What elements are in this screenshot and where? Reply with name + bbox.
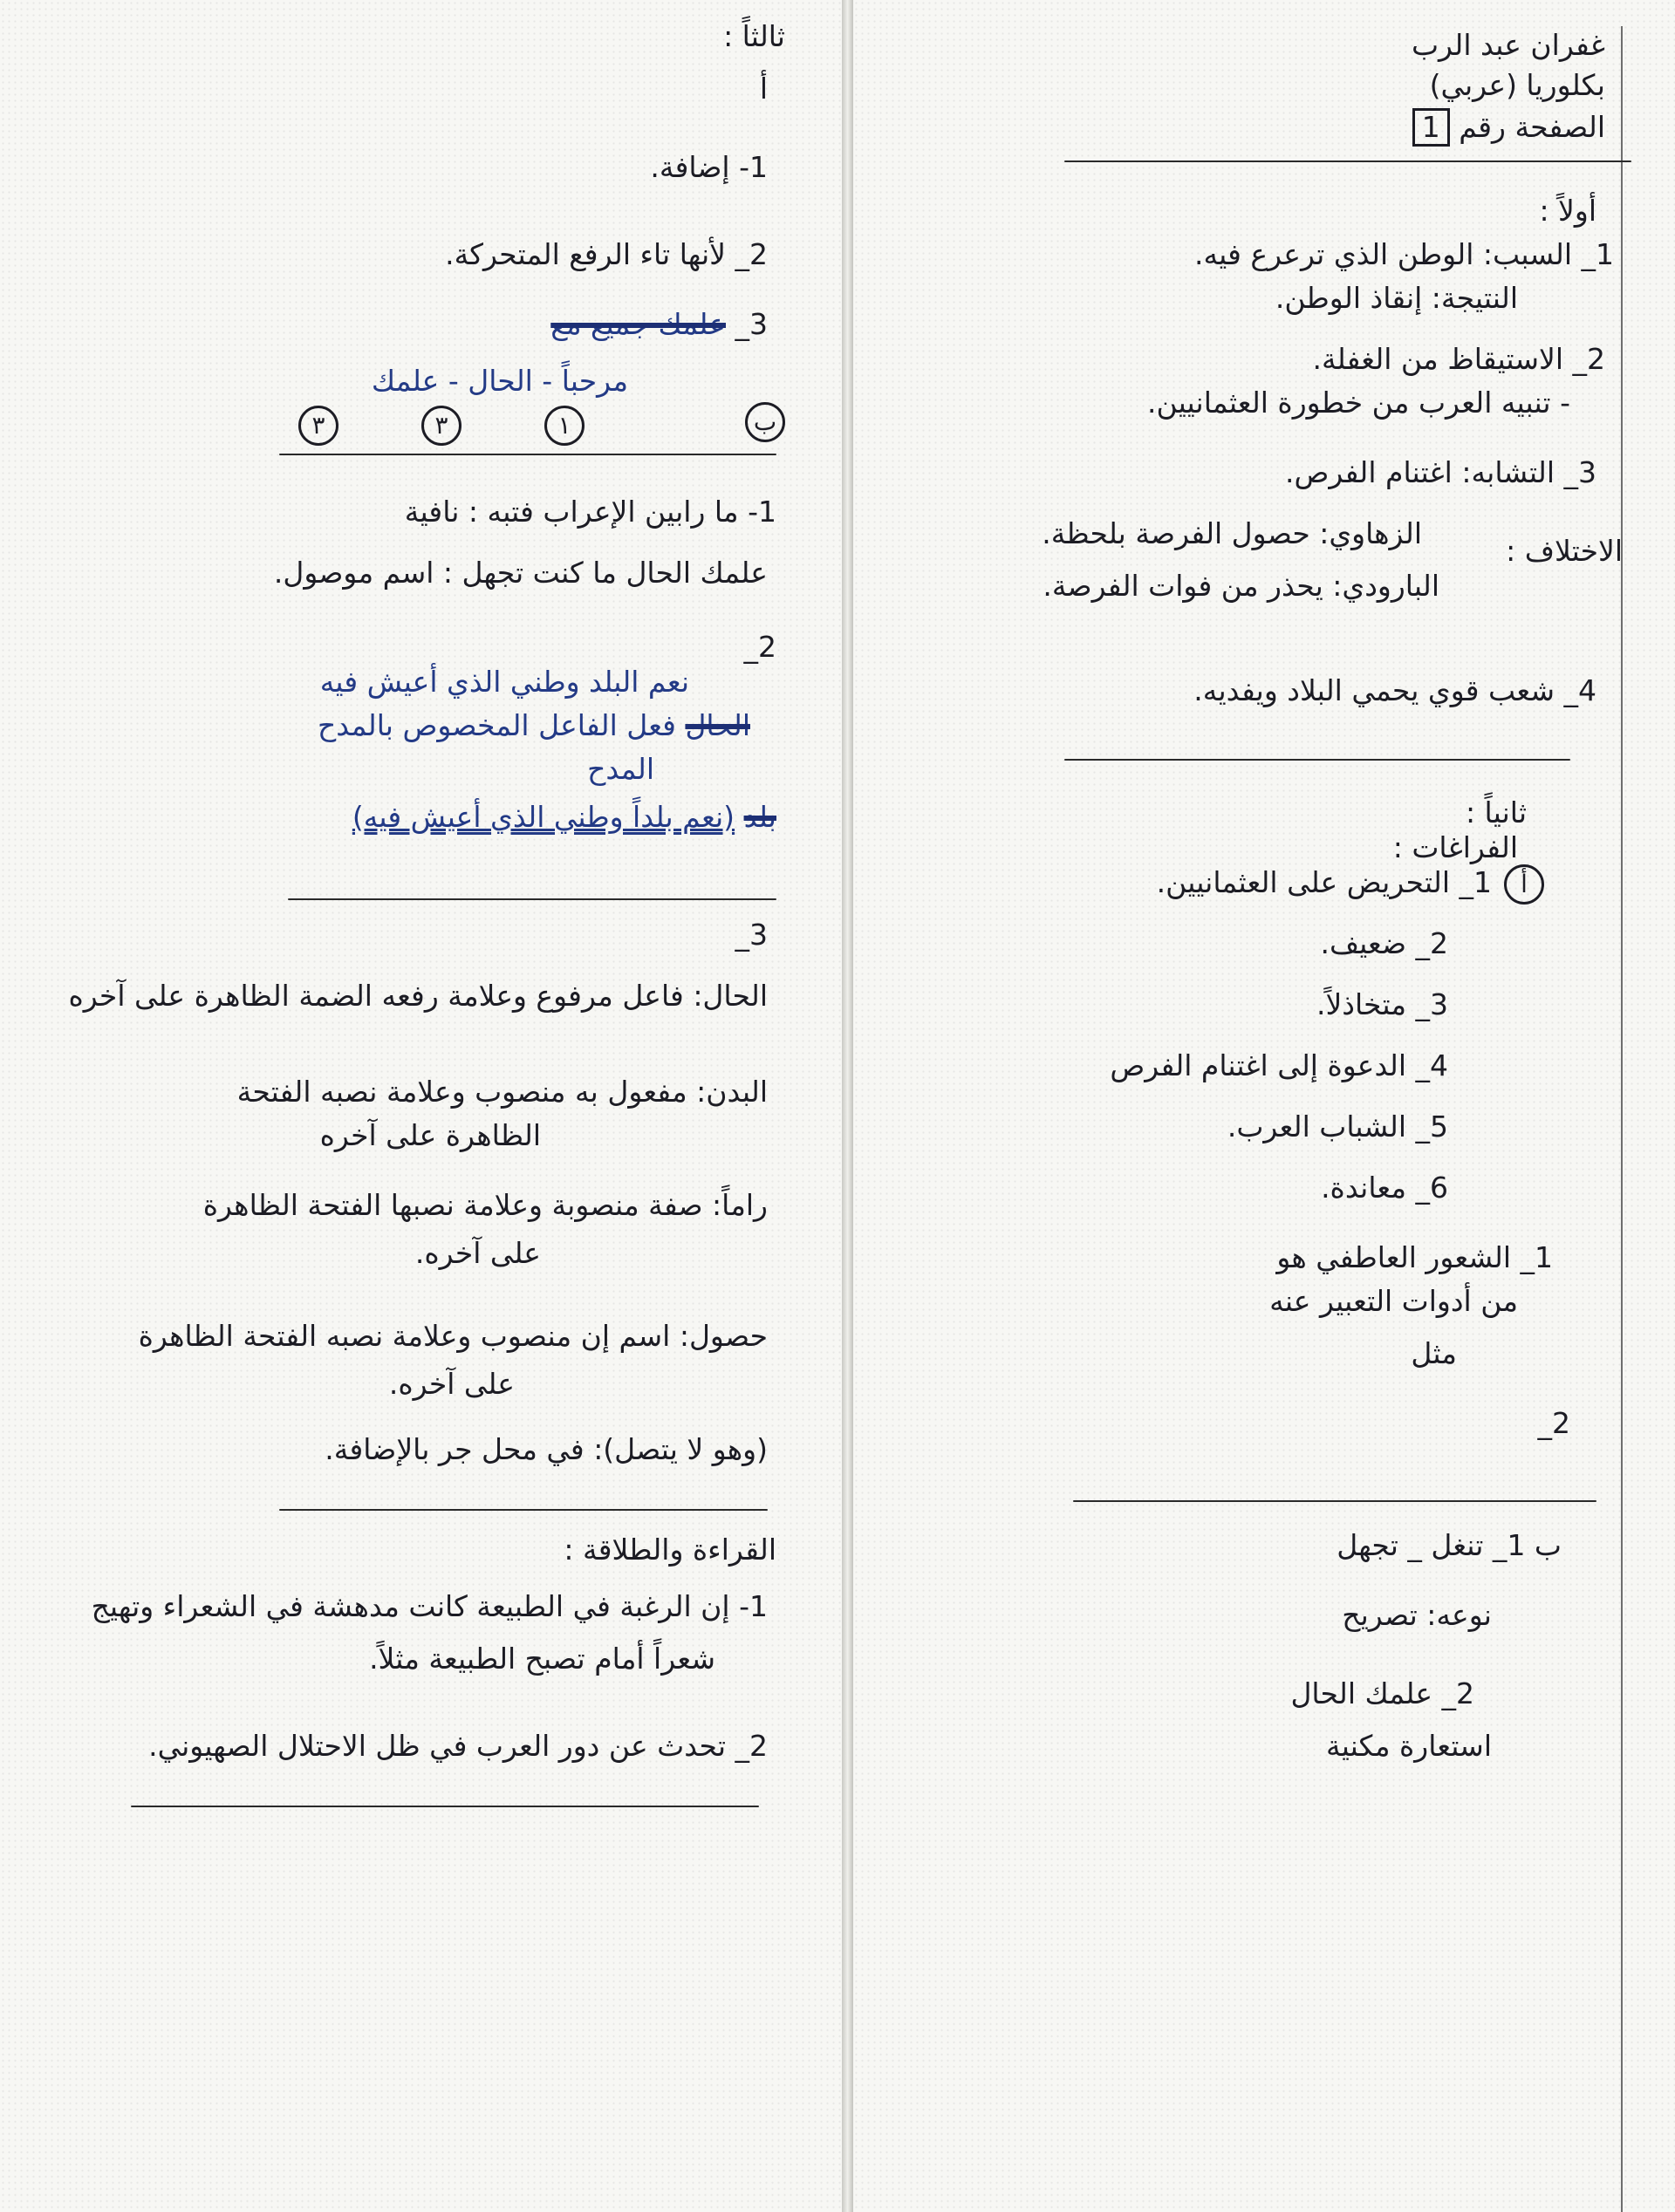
parse-line: الظاهرة على آخره: [319, 1118, 541, 1152]
fill-in-line: 1_ التحريض على العثمانيين.: [1156, 865, 1492, 899]
student-name: غفران عبد الرب: [1411, 28, 1605, 62]
fill-in-line: 4_ الدعوة إلى اغتنام الفرص: [1110, 1048, 1448, 1082]
section2-b-line: 1_ الشعور العاطفي هو: [1276, 1240, 1553, 1274]
b-line: علمك الحال ما كنت تجهل : اسم موصول.: [273, 556, 768, 590]
section3-line: 2_ علمك الحال: [1290, 1676, 1474, 1710]
section1-line: - تنبيه العرب من خطورة العثمانيين.: [1146, 386, 1570, 420]
fill-in-heading: الفراغات :: [1392, 830, 1518, 864]
section1-line: الاختلاف :: [1506, 534, 1623, 568]
parse-line: البدن: مفعول به منصوب وعلامة نصبه الفتحة: [236, 1075, 768, 1109]
section3-line: نوعه: تصريح: [1342, 1598, 1492, 1632]
circled-number: ٣: [421, 406, 461, 446]
fill-in-line: 5_ الشباب العرب.: [1227, 1109, 1448, 1144]
b-line: الحال فعل الفاعل المخصوص بالمدح: [317, 708, 750, 742]
parse-line: حصول: اسم إن منصوب وعلامة نصبه الفتحة الظاهرة: [138, 1319, 768, 1353]
part-b-marker: ب: [745, 401, 785, 442]
parse-line: الحال: فاعل مرفوع وعلامة رفعه الضمة الظاهرة على آخره: [68, 979, 768, 1013]
section2-b-line: 2_: [1537, 1406, 1570, 1440]
answer-line: 1- إضافة.: [650, 150, 768, 184]
b-line: بلد (نعم بلداً وطني الذي أعيش فيه): [352, 800, 776, 834]
section-rule: [288, 898, 776, 900]
exam-title: بكلوريا (عربي): [1429, 68, 1605, 102]
section1-line: النتيجة: إنقاذ الوطن.: [1275, 281, 1518, 315]
section1-line: 1_ السبب: الوطن الذي ترعرع فيه.: [1193, 237, 1614, 271]
answer-line: 2_ لأنها تاء الرفع المتحركة.: [445, 237, 768, 271]
section-rule: [131, 1806, 759, 1807]
section-rule: [279, 1509, 768, 1511]
fill-in-line: 6_ معاندة.: [1321, 1171, 1448, 1205]
circled-number: ٣: [298, 406, 338, 446]
fill-in-line: 3_ متخاذلاً.: [1316, 987, 1448, 1021]
answer-line: 3_ علمك جميع مع: [550, 307, 768, 341]
b-line: 1- ما رابين الإعراب فتبه : نافية: [404, 495, 776, 529]
reading-line: شعراً أمام تصبح الطبيعة مثلاً.: [369, 1642, 715, 1676]
section3-heading: ثالثاً :: [723, 19, 785, 53]
part-a-marker: أ: [1504, 864, 1544, 905]
section1-heading: أولاً :: [1539, 194, 1596, 228]
section1-line: 4_ شعب قوي يحمي البلاد ويفديه.: [1193, 673, 1596, 707]
b-line: المدح: [587, 752, 654, 786]
parse-line: على آخره.: [414, 1236, 541, 1270]
section3-line: استعارة مكنية: [1326, 1729, 1492, 1763]
circled-number-row: [298, 406, 585, 446]
b-line: نعم البلد وطني الذي أعيش فيه: [319, 665, 689, 699]
section-rule: [1064, 759, 1570, 761]
section1-line: 3_ التشابه: اغتنام الفرص.: [1285, 455, 1596, 489]
left-column: [0, 17, 803, 1849]
reading-line: 2_ تحدث عن دور العرب في ظل الاحتلال الصهيوني.: [148, 1729, 768, 1763]
section2-heading: ثانياً :: [1465, 795, 1527, 830]
section3-line: ب 1_ تنغل _ تجهل: [1337, 1528, 1562, 1562]
part-a-marker: أ: [759, 72, 768, 106]
section1-line: الزهاوي: حصول الفرصة بلحظة.: [1042, 516, 1422, 550]
circled-number: ١: [544, 406, 585, 446]
page-number-label: الصفحة رقم 1: [1412, 108, 1605, 147]
section2-b-line: مثل: [1411, 1336, 1457, 1370]
header-rule: [1064, 160, 1631, 162]
section2-b-line: من أدوات التعبير عنه: [1269, 1284, 1518, 1318]
reading-heading: القراءة والطلاقة :: [564, 1533, 776, 1567]
section1-line: 2_ الاستيقاظ من الغفلة.: [1312, 342, 1605, 376]
answer-line: مرحباً - الحال - علمك: [371, 364, 628, 398]
section1-line: البارودي: يحذر من فوات الفرصة.: [1043, 569, 1439, 603]
fill-in-line: 2_ ضعيف.: [1320, 926, 1448, 960]
page-number-box: 1: [1412, 108, 1450, 147]
parse-line: على آخره.: [388, 1367, 515, 1401]
parse-line: (وهو لا يتصل): في محل جر بالإضافة.: [325, 1432, 768, 1466]
parse-marker: 3_: [735, 918, 768, 952]
b-line: 2_: [743, 630, 776, 664]
section-rule: [1073, 1500, 1596, 1502]
section-rule: [279, 454, 776, 455]
page-fold: [842, 0, 853, 2212]
right-column: [907, 26, 1623, 1858]
reading-line: 1- إن الرغبة في الطبيعة كانت مدهشة في الشعراء وتهيج: [91, 1589, 768, 1623]
parse-line: راماً: صفة منصوبة وعلامة نصبها الفتحة الظاهرة: [202, 1188, 768, 1222]
